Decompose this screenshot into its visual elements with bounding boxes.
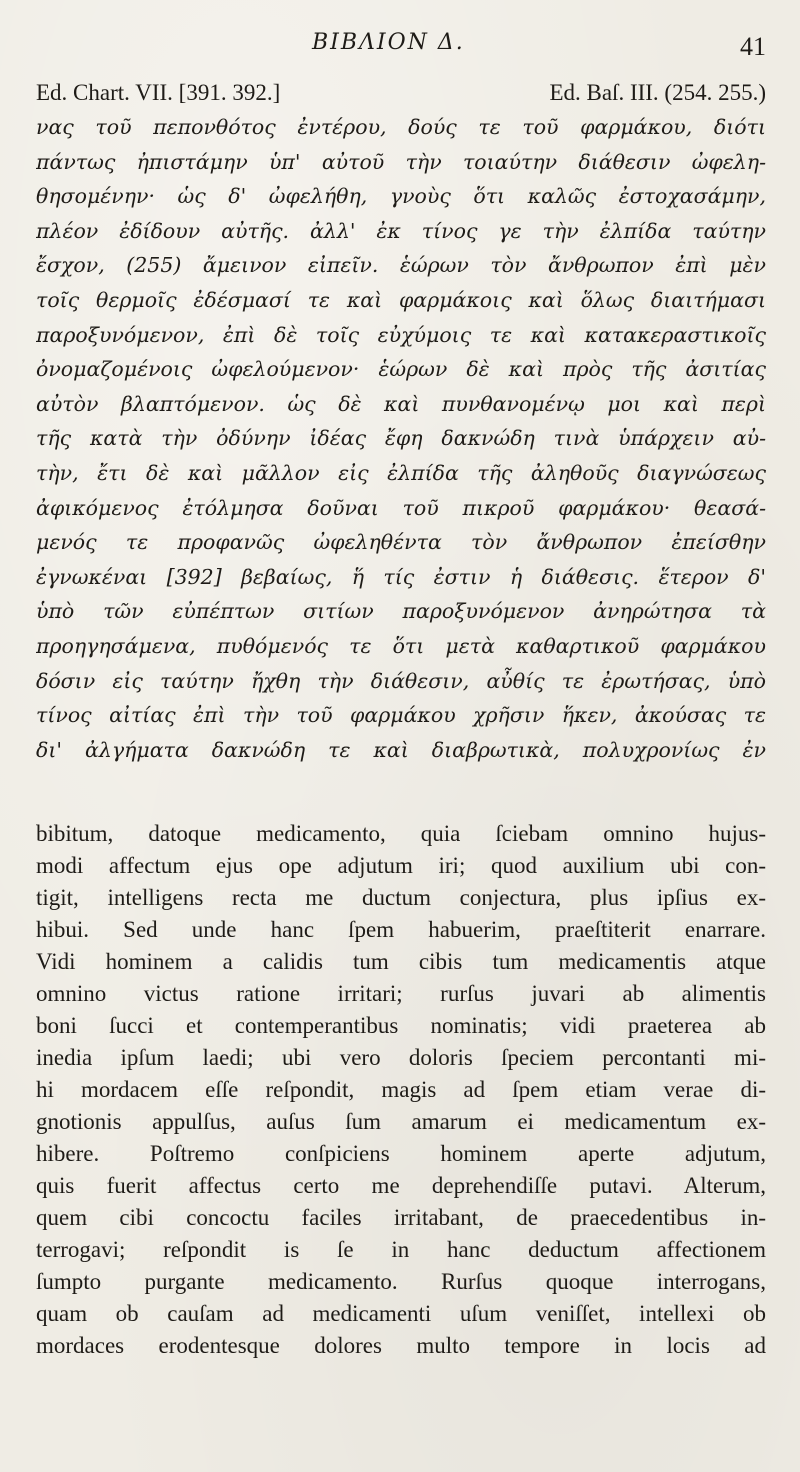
- latin-text-line: bibitum, datoque medicamento, quia ſciebam omnino hujus-: [36, 821, 766, 846]
- greek-text-line: τῆς κατὰ τὴν ὀδύνην ἰδέας ἔφη δακνώδη τινὰ ὑπάρχειν αὐ-: [36, 426, 766, 451]
- latin-text-line: tigit, intelligens recta me ductum conjectura, plus ipſius ex-: [36, 885, 766, 910]
- greek-text-line: δι' ἀλγήματα δακνώδη τε καὶ διαβρωτικὰ, πολυχρονίως ἐν: [36, 737, 766, 762]
- latin-text-line: inedia ipſum laedi; ubi vero doloris ſpeciem percontanti mi-: [36, 1045, 766, 1070]
- greek-text-block: [36, 110, 766, 767]
- greek-text-line: ἐγνωκέναι [392] βεβαίως, ἥ τίς ἐστιν ἡ διάθεσις. ἕτερον δ': [36, 564, 766, 589]
- running-title: ΒΙΒΛΙΟΝ Δ.: [312, 30, 465, 55]
- greek-text-line: τίνος αἰτίας ἐπὶ τὴν τοῦ φαρμάκου χρῆσιν ἥκεν, ἀκούσας τε: [36, 703, 766, 728]
- greek-text-line: θησομένην· ὡς δ' ὠφελήθη, γνοὺς ὅτι καλῶς ἐστοχασάμην,: [36, 184, 766, 209]
- latin-text-line: modi affectum ejus ope adjutum iri; quod auxilium ubi con-: [36, 853, 766, 878]
- greek-text-line: τοῖς θερμοῖς ἐδέσμασί τε καὶ φαρμάκοις καὶ ὅλως διαιτήμασι: [36, 287, 766, 312]
- greek-text-line: τὴν, ἔτι δὲ καὶ μᾶλλον εἰς ἐλπίδα τῆς ἀληθοῦς διαγνώσεως: [36, 460, 766, 485]
- edition-chart-reference: Ed. Chart. VII. [391. 392.]: [36, 80, 281, 105]
- greek-text-line: δόσιν εἰς ταύτην ἤχθη τὴν διάθεσιν, αὖθίς τε ἐρωτήσας, ὑπὸ: [36, 668, 766, 693]
- latin-text-line: hibui. Sed unde hanc ſpem habuerim, praeſtiterit enarrare.: [36, 917, 766, 942]
- latin-text-line: terrogavi; reſpondit is ſe in hanc deductum affectionem: [36, 1237, 766, 1262]
- greek-text-line: ἀφικόμενος ἐτόλμησα δοῦναι τοῦ πικροῦ φαρμάκου· θεασά-: [36, 495, 766, 520]
- latin-text-line: hi mordacem eſſe reſpondit, magis ad ſpem etiam verae di-: [36, 1077, 766, 1102]
- page-number: 41: [740, 32, 766, 61]
- greek-text-line: αὐτὸν βλαπτόμενον. ὡς δὲ καὶ πυνθανομένῳ μοι καὶ περὶ: [36, 391, 766, 416]
- greek-text-line: παροξυνόμενον, ἐπὶ δὲ τοῖς εὐχύμοις τε καὶ κατακεραστικοῖς: [36, 322, 766, 347]
- greek-text-line: πλέον ἐδίδουν αὐτῆς. ἀλλ' ἐκ τίνος γε τὴν ἐλπίδα ταύτην: [36, 218, 766, 243]
- latin-text-line: quam ob cauſam ad medicamenti uſum veniſſet, intellexi ob: [36, 1301, 766, 1326]
- latin-text-line: gnotionis appulſus, auſus ſum amarum ei medicamentum ex-: [36, 1109, 766, 1134]
- latin-text-line: omnino victus ratione irritari; rurſus juvari ab alimentis: [36, 981, 766, 1006]
- latin-text-block: [36, 818, 766, 1362]
- greek-text-line: πάντως ἠπιστάμην ὑπ' αὐτοῦ τὴν τοιαύτην διάθεσιν ὠφελη-: [36, 149, 766, 174]
- latin-text-line: hibere. Poſtremo conſpiciens hominem aperte adjutum,: [36, 1141, 766, 1166]
- edition-basel-reference: Ed. Baſ. III. (254. 255.): [549, 80, 766, 105]
- latin-text-line: ſumpto purgante medicamento. Rurſus quoque interrogans,: [36, 1269, 766, 1294]
- latin-text-line: boni ſucci et contemperantibus nominatis; vidi praeterea ab: [36, 1013, 766, 1038]
- greek-text-line: ὑπὸ τῶν εὐπέπτων σιτίων παροξυνόμενον ἀνηρώτησα τὰ: [36, 599, 766, 624]
- greek-text-line: ἔσχον, (255) ἄμεινον εἰπεῖν. ἑώρων τὸν ἄνθρωπον ἐπὶ μὲν: [36, 253, 766, 278]
- greek-text-line: νας τοῦ πεπονθότος ἐντέρου, δούς τε τοῦ φαρμάκου, διότι: [36, 115, 766, 139]
- latin-text-line: mordaces erodentesque dolores multo tempore in locis ad: [36, 1333, 766, 1358]
- running-head: [0, 30, 800, 60]
- greek-text-line: προηγησάμενα, πυθόμενός τε ὅτι μετὰ καθαρτικοῦ φαρμάκου: [36, 633, 766, 658]
- latin-text-line: quis fuerit affectus certo me deprehendiſſe putavi. Alterum,: [36, 1173, 766, 1198]
- latin-text-line: quem cibi concoctu faciles irritabant, de praecedentibus in-: [36, 1205, 766, 1230]
- greek-text-line: μενός τε προφανῶς ὠφεληθέντα τὸν ἄνθρωπον ἐπείσθην: [36, 530, 766, 555]
- edition-reference-line: [36, 80, 766, 110]
- latin-text-line: Vidi hominem a calidis tum cibis tum medicamentis atque: [36, 949, 766, 974]
- greek-text-line: ὀνομαζομένοις ὠφελούμενον· ἑώρων δὲ καὶ πρὸς τῆς ἀσιτίας: [36, 357, 766, 382]
